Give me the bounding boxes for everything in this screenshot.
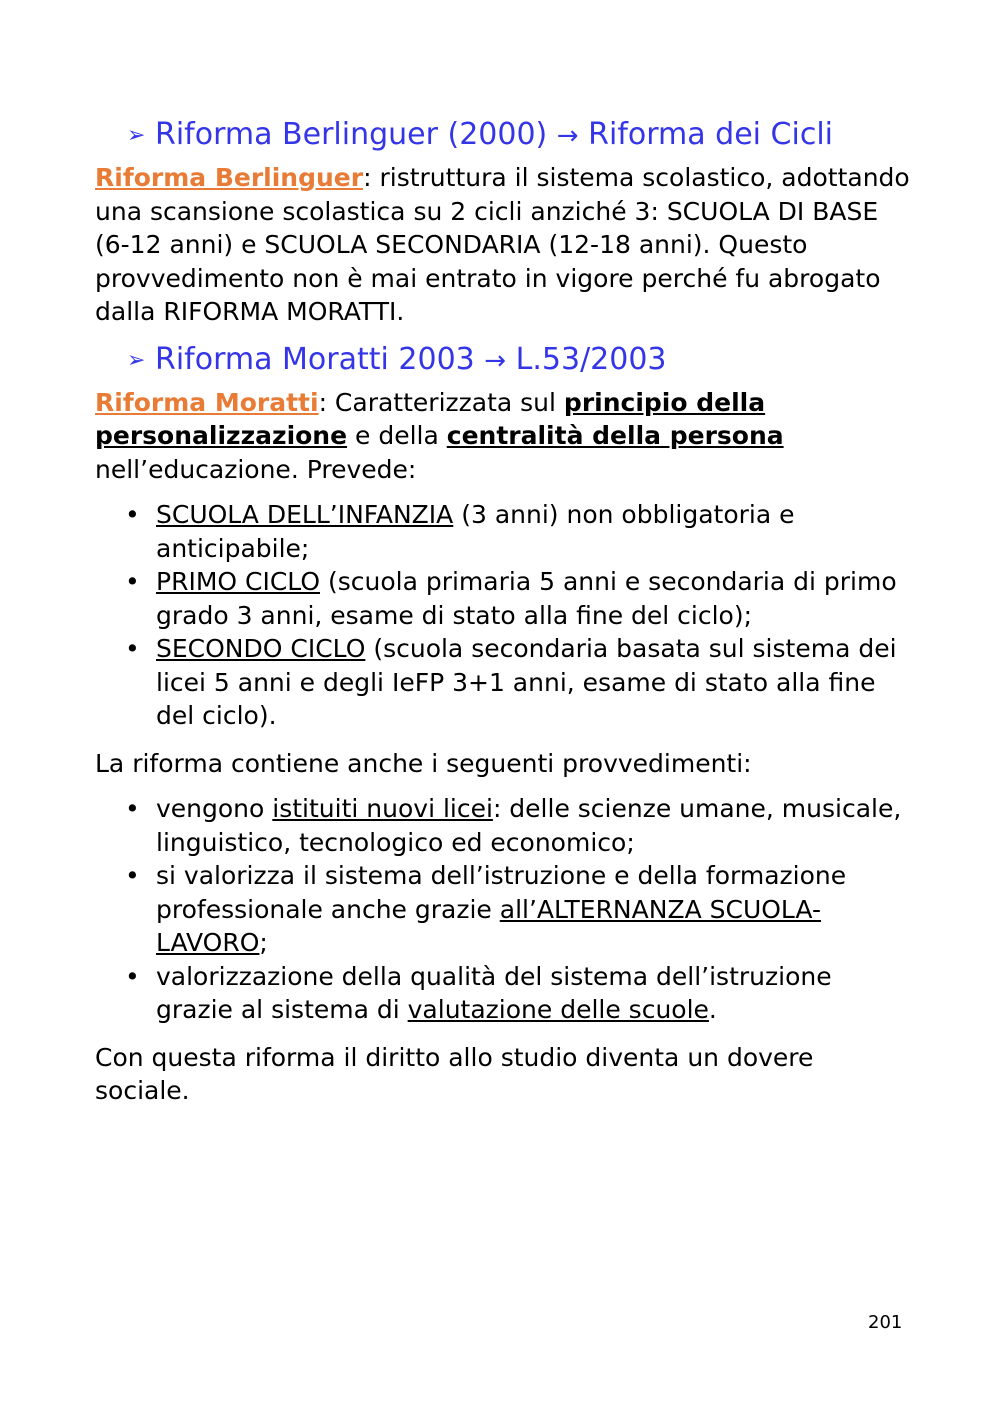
berlinguer-description: : ristruttura il sistema scolastico, adottando una scansione scolastica su 2 cicli anziché 3: SCUOLA DI BASE (6-12 anni) e SCUOLA SECONDARIA (12-18 anni). Questo provvedimento non è mai entrato in vigore perché fu abrogato dalla RIFORMA MORATTI. bbox=[95, 163, 910, 326]
term-riforma-moratti: Riforma Moratti bbox=[95, 387, 319, 417]
provision-text: . bbox=[708, 995, 717, 1024]
right-arrow-icon: → bbox=[484, 345, 507, 376]
heading-left-text: Riforma Moratti 2003 bbox=[155, 341, 475, 377]
cycles-list bbox=[95, 498, 910, 733]
provision-text: vengono bbox=[156, 794, 273, 823]
arrow-bullet-icon: ➢ bbox=[127, 123, 146, 148]
term-riforma-berlinguer: Riforma Berlinguer bbox=[95, 163, 364, 192]
provision-text: si valorizza il sistema dell’istruzione e della formazione professionale anche grazie bbox=[156, 861, 847, 924]
moratti-intro-paragraph bbox=[95, 386, 910, 487]
arrow-bullet-icon: ➢ bbox=[127, 347, 146, 373]
cycle-description: (3 anni) non obbligatoria e anticipabile; bbox=[156, 500, 795, 563]
provision-text: valorizzazione della qualità del sistema dell’istruzione grazie al sistema di bbox=[156, 961, 832, 1024]
provision-highlight: valutazione delle scuole bbox=[407, 995, 709, 1024]
provision-text: : delle scienze umane, musicale, linguistico, tecnologico ed economico; bbox=[156, 794, 902, 857]
principle-centrality: centralità della persona bbox=[446, 421, 784, 450]
intro-text: e della bbox=[347, 421, 447, 450]
list-item bbox=[95, 859, 910, 960]
document-page bbox=[95, 112, 910, 1116]
cycle-name: SCUOLA DELL’INFANZIA bbox=[156, 500, 454, 529]
cycle-name: PRIMO CICLO bbox=[156, 567, 321, 596]
provision-highlight: istituiti nuovi licei bbox=[272, 794, 493, 823]
right-arrow-icon: → bbox=[556, 121, 579, 151]
list-item bbox=[95, 960, 910, 1027]
list-item bbox=[95, 498, 910, 565]
list-item bbox=[95, 632, 910, 733]
list-item bbox=[95, 792, 910, 859]
provisions-intro: La riforma contiene anche i seguenti provvedimenti: bbox=[95, 748, 752, 778]
bullet-dot-icon: • bbox=[125, 861, 140, 890]
provision-text: ; bbox=[259, 928, 268, 957]
heading-left-text: Riforma Berlinguer (2000) bbox=[155, 117, 548, 152]
cycle-description: (scuola secondaria basata sul sistema dei licei 5 anni e degli IeFP 3+1 anni, esame di stato alla fine del ciclo). bbox=[156, 634, 897, 730]
cycle-name: SECONDO CICLO bbox=[156, 634, 366, 663]
bullet-dot-icon: • bbox=[125, 961, 140, 991]
bullet-dot-icon: • bbox=[125, 567, 140, 596]
intro-text: nell’educazione. Prevede: bbox=[95, 454, 417, 484]
principle-personalization: principio della personalizzazione bbox=[95, 387, 766, 450]
cycle-description: (scuola primaria 5 anni e secondaria di primo grado 3 anni, esame di stato alla fine del ciclo); bbox=[156, 567, 897, 630]
section-heading-berlinguer bbox=[127, 112, 910, 159]
section-heading-moratti bbox=[127, 337, 910, 384]
bullet-dot-icon: • bbox=[125, 794, 140, 823]
provisions-list bbox=[95, 792, 910, 1027]
provision-highlight: all’ALTERNANZA SCUOLA-LAVORO bbox=[156, 894, 821, 957]
heading-right-text: L.53/2003 bbox=[515, 341, 667, 377]
conclusion-paragraph: Con questa riforma il diritto allo studio diventa un dovere sociale. bbox=[95, 1042, 814, 1105]
page-number: 201 bbox=[868, 1312, 903, 1333]
bullet-dot-icon: • bbox=[125, 634, 140, 663]
heading-right-text: Riforma dei Cicli bbox=[588, 117, 834, 152]
intro-text: : Caratterizzata sul bbox=[318, 387, 564, 417]
berlinguer-paragraph bbox=[95, 161, 910, 329]
list-item bbox=[95, 565, 910, 632]
bullet-dot-icon: • bbox=[125, 500, 140, 529]
